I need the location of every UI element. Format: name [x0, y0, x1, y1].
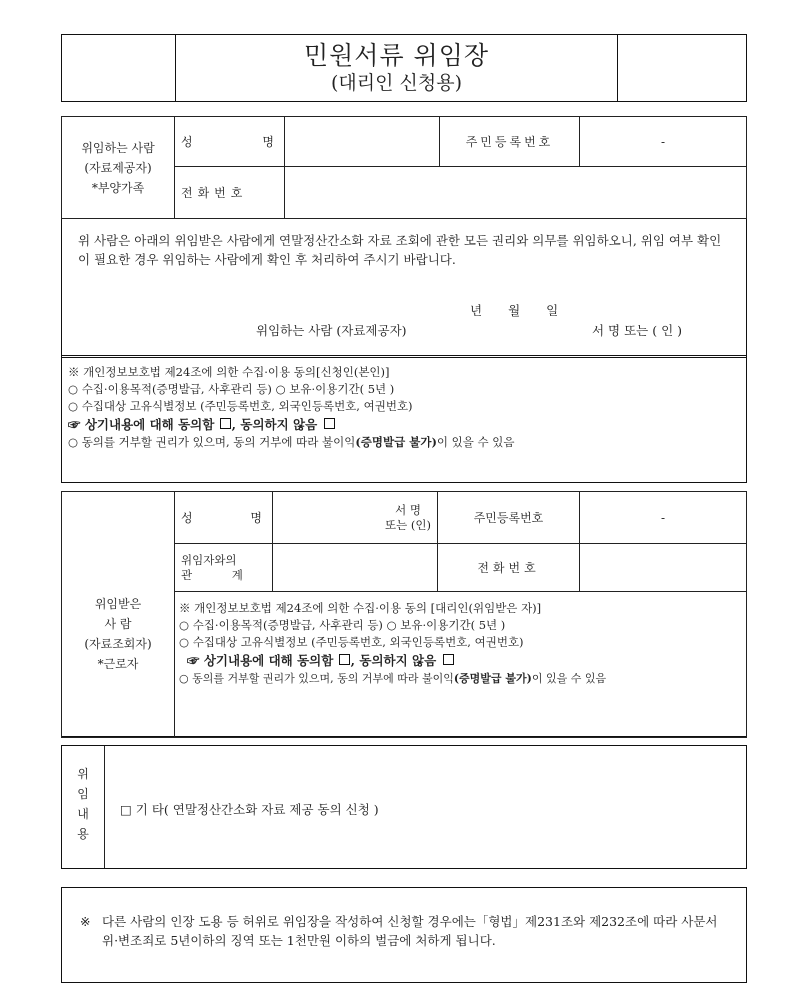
- consent-self-line1: ○ 수집·이용목적(증명발급, 사후관리 등) ○ 보유·이용기간( 5년 ): [68, 382, 395, 396]
- date-month: 월: [508, 303, 521, 318]
- consent-delegate-line1: ○ 수집·이용목적(증명발급, 사후관리 등) ○ 보유·이용기간( 5년 ): [179, 618, 506, 632]
- delegator-name-label: 성 명: [175, 117, 285, 167]
- delegate-name-label: 성 명: [175, 492, 273, 544]
- notice-text: 다른 사람의 인장 도용 등 허위로 위임장을 작성하여 신청할 경우에는「형법」제231조와 제232조에 따라 사문서 위·변조죄로 5년이하의 징역 또는 1천만원 이하의 벌금에 처하게 됩니다.: [102, 914, 718, 948]
- consent-self-section: [61, 355, 747, 483]
- consent-delegate-disagree-checkbox[interactable]: [443, 654, 454, 665]
- delegate-relation-field[interactable]: [273, 544, 438, 592]
- delegator-resident-no-field[interactable]: -: [580, 117, 747, 167]
- consent-delegate-title: ※ 개인정보보호법 제24조에 의한 수집·이용 동의 [대리인(위임받은 자)]: [179, 601, 542, 615]
- form-subtitle: (대리인 신청용): [331, 72, 462, 94]
- delegate-resident-no-field[interactable]: -: [580, 492, 747, 544]
- consent-delegate-refusal-note: ○ 동의를 거부할 권리가 있으며, 동의 거부에 따라 불이익(증명발급 불가)이 있을 수 있음: [179, 672, 607, 685]
- sign-or-seal-label: 서 명 또는 ( 인 ): [592, 323, 682, 338]
- consent-self-disagree-checkbox[interactable]: [324, 418, 335, 429]
- delegate-phone-field[interactable]: [580, 544, 747, 592]
- delegator-label: 위임하는 사람 (자료제공자) *부양가족: [62, 117, 175, 219]
- delegation-statement: 위 사람은 아래의 위임받은 사람에게 연말정산간소화 자료 조회에 관한 모든 권리와 의무를 위임하오니, 위임 여부 확인이 필요한 경우 위임하는 사람에게 확인 후 처리하여 주시기 바랍니다.: [78, 233, 722, 267]
- notice-mark: ※: [80, 914, 91, 929]
- signer-label: 위임하는 사람 (자료제공자): [256, 323, 407, 338]
- delegator-phone-field[interactable]: [285, 167, 747, 219]
- consent-delegate-agree-checkbox[interactable]: [339, 654, 350, 665]
- delegator-phone-label: 전화번호: [175, 167, 285, 219]
- delegate-section: [61, 491, 747, 737]
- consent-self-title: ※ 개인정보보호법 제24조에 의한 수집·이용 동의[신청인(본인)]: [68, 365, 390, 379]
- delegator-section: [61, 116, 747, 358]
- date-day: 일: [546, 303, 559, 318]
- legal-notice: [61, 887, 747, 983]
- delegate-phone-label: 전화번호: [438, 544, 580, 592]
- sign-date: [470, 301, 590, 319]
- delegator-name-field[interactable]: [285, 117, 440, 167]
- delegate-relation-label: 위임자와의 관 계: [175, 544, 273, 592]
- consent-delegate-block: [175, 592, 747, 738]
- consent-self-agree-checkbox[interactable]: [220, 418, 231, 429]
- delegation-content-label: 위 임 내 용: [77, 767, 89, 841]
- form-header: [61, 34, 747, 102]
- date-year: 년: [470, 303, 483, 318]
- delegation-content-section: [61, 745, 747, 869]
- delegator-resident-no-label: 주민등록번호: [440, 117, 580, 167]
- consent-delegate-choice: ☞ 상기내용에 대해 동의함 , 동의하지 않음: [179, 651, 742, 670]
- delegate-label: 위임받은 사 람 (자료조회자) *근로자: [62, 492, 175, 738]
- form-title: 민원서류 위임장: [304, 41, 489, 70]
- consent-delegate-line2: ○ 수집대상 고유식별정보 (주민등록번호, 외국인등록번호, 여권번호): [179, 635, 524, 649]
- consent-self-refusal-note: ○ 동의를 거부할 권리가 있으며, 동의 거부에 따라 불이익(증명발급 불가)이 있을 수 있음: [68, 435, 515, 449]
- consent-self-line2: ○ 수집대상 고유식별정보 (주민등록번호, 외국인등록번호, 여권번호): [68, 399, 413, 413]
- delegation-content-item[interactable]: □ 기 타( 연말정산간소화 자료 제공 동의 신청 ): [120, 802, 379, 817]
- delegate-sign-field[interactable]: 서 명 또는 (인): [273, 492, 438, 544]
- consent-self-choice: ☞ 상기내용에 대해 동의함 , 동의하지 않음: [68, 415, 740, 434]
- delegate-resident-no-label: 주민등록번호: [438, 492, 580, 544]
